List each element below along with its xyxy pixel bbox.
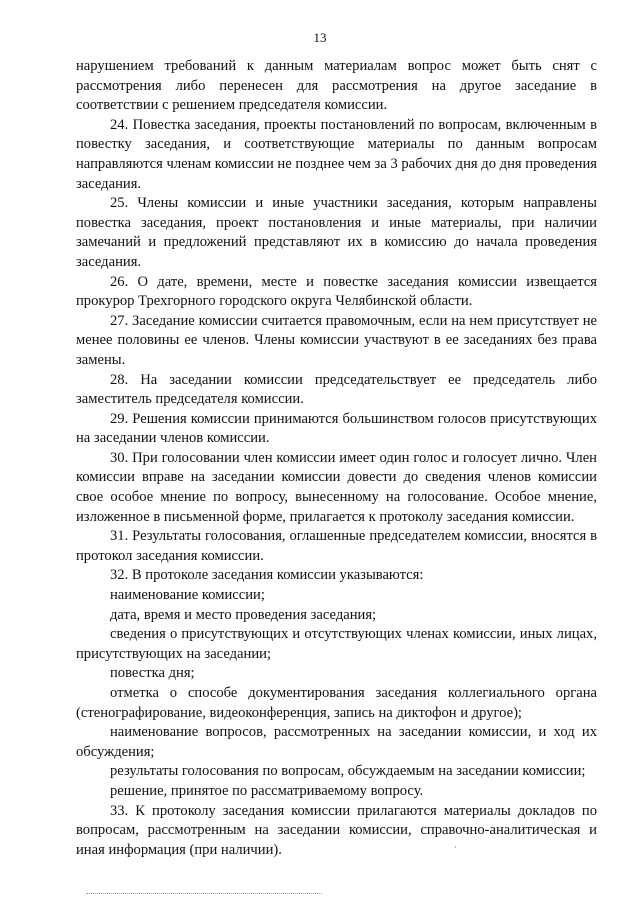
paragraph-continuation: нарушением требований к данным материалам вопрос может быть снят с рассмотрения либо перенесен для рассмотрения на другое заседание в соответствии с решением председателя комиссии. bbox=[76, 58, 597, 114]
protocol-list-item: решение, принятое по рассматриваемому вопросу. bbox=[110, 782, 424, 799]
paragraph-item-27: 27. Заседание комиссии считается правомочным, если на нем присутствует не менее половины ее членов. Члены комиссии участвуют в ее заседаниях без права замены. bbox=[76, 312, 597, 368]
protocol-list-item: наименование комиссии; bbox=[110, 587, 265, 604]
paragraph-item-30: 30. При голосовании член комиссии имеет один голос и голосует лично. Член комиссии вправе на заседании комиссии довести до сведения членов комиссии свое особое мнение по вопросу, вынесенному на голосование. Особое мнение, изложенное в письменной форме, прилагается к протоколу заседания комиссии. bbox=[76, 449, 597, 525]
scan-artifact-line bbox=[86, 893, 322, 894]
protocol-list-item: повестка дня; bbox=[110, 665, 195, 682]
document-body bbox=[76, 57, 597, 860]
protocol-list-item: результаты голосования по вопросам, обсуждаемым на заседании комиссии; bbox=[110, 763, 586, 780]
scan-artifact-dot bbox=[455, 846, 456, 848]
paragraph-item-31: 31. Результаты голосования, оглашенные председателем комиссии, вносятся в протокол заседания комиссии. bbox=[76, 528, 597, 564]
protocol-list-item: сведения о присутствующих и отсутствующих членах комиссии, иных лицах, присутствующих на заседании; bbox=[76, 626, 597, 662]
paragraph-item-24: 24. Повестка заседания, проекты постановлений по вопросам, включенным в повестку заседания, и соответствующие материалы по данным вопросам направляются членам комиссии не позднее чем за 3 рабочих дня до дня проведения заседания. bbox=[76, 116, 597, 192]
page-number: 13 bbox=[313, 30, 327, 45]
paragraph-item-26: 26. О дате, времени, месте и повестке заседания комиссии извещается прокурор Трехгорного городского округа Челябинской области. bbox=[76, 273, 597, 310]
protocol-list-item: дата, время и место проведения заседания; bbox=[110, 606, 377, 623]
paragraph-item-28: 28. На заседании комиссии председательствует ее председатель либо заместитель председателя комиссии. bbox=[76, 371, 597, 408]
paragraph-item-25: 25. Члены комиссии и иные участники заседания, которым направлены повестка заседания, проект постановления и иные материалы, при наличии замечаний и предложений представляют их в комиссию до начала проведения заседания. bbox=[76, 195, 597, 270]
paragraph-item-29: 29. Решения комиссии принимаются большинством голосов присутствующих на заседании членов комиссии. bbox=[76, 410, 597, 447]
paragraph-item-32: 32. В протоколе заседания комиссии указываются: bbox=[110, 567, 424, 584]
paragraph-item-33: 33. К протоколу заседания комиссии прилагаются материалы докладов по вопросам, рассмотренным на заседании комиссии, справочно-аналитическая и иная информация (при наличии). bbox=[76, 802, 597, 858]
protocol-list-item: отметка о способе документирования заседания коллегиального органа (стенографирование, видеоконференция, запись на диктофон и другое); bbox=[76, 685, 597, 721]
protocol-list-item: наименование вопросов, рассмотренных на заседании комиссии, и ход их обсуждения; bbox=[76, 724, 597, 760]
